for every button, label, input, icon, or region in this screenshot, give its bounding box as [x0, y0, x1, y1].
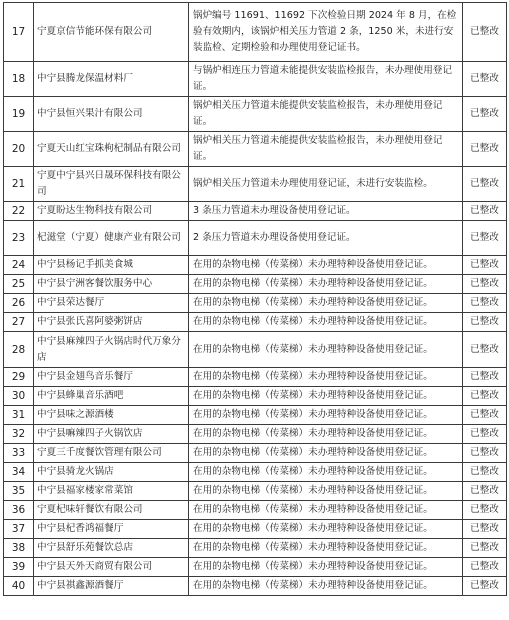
rectification-status: 已整改: [463, 482, 507, 501]
rectification-status: 已整改: [463, 520, 507, 539]
issue-description: 在用的杂物电梯（传菜梯）未办理特种设备使用登记证。: [189, 501, 463, 520]
company-name: 中宁县福家楼家常菜馆: [34, 482, 189, 501]
row-number: 38: [4, 539, 34, 558]
company-name: 中宁县味之源酒楼: [34, 406, 189, 425]
rectification-status: 已整改: [463, 132, 507, 167]
row-number: 22: [4, 202, 34, 221]
table-row: [4, 97, 507, 132]
table-row: [4, 202, 507, 221]
company-name: 中宁县舒乐苑餐饮总店: [34, 539, 189, 558]
row-number: 33: [4, 444, 34, 463]
issue-description: 锅炉相关压力管道未办理使用登记证，未进行安装监检。: [189, 167, 463, 202]
rectification-status: 已整改: [463, 501, 507, 520]
row-number: 28: [4, 332, 34, 368]
table-row: [4, 256, 507, 275]
issue-description: 在用的杂物电梯（传菜梯）未办理特种设备使用登记证。: [189, 444, 463, 463]
company-name: 宁夏中宁县兴日晟环保科技有限公司: [34, 167, 189, 202]
company-name: 中宁县宁洲客餐饮服务中心: [34, 275, 189, 294]
company-name: 宁夏京信节能环保有限公司: [34, 3, 189, 62]
row-number: 19: [4, 97, 34, 132]
table-row: [4, 539, 507, 558]
issue-description: 在用的杂物电梯（传菜梯）未办理特种设备使用登记证。: [189, 368, 463, 387]
company-name: 中宁县杨记手抓美食城: [34, 256, 189, 275]
issue-description: 锅炉相关压力管道未能提供安装监检报告，未办理使用登记证。: [189, 97, 463, 132]
rectification-status: 已整改: [463, 539, 507, 558]
row-number: 36: [4, 501, 34, 520]
rectification-status: 已整改: [463, 294, 507, 313]
rectification-status: 已整改: [463, 275, 507, 294]
table-row: [4, 332, 507, 368]
rectification-status: 已整改: [463, 463, 507, 482]
rectification-status: 已整改: [463, 368, 507, 387]
row-number: 23: [4, 221, 34, 256]
issue-description: 在用的杂物电梯（传菜梯）未办理特种设备使用登记证。: [189, 577, 463, 596]
company-name: 中宁县祺鑫源酒餐厅: [34, 577, 189, 596]
row-number: 25: [4, 275, 34, 294]
company-name: 宁夏盼达生物科技有限公司: [34, 202, 189, 221]
issue-description: 在用的杂物电梯（传菜梯）未办理特种设备使用登记证。: [189, 406, 463, 425]
rectification-status: 已整改: [463, 202, 507, 221]
issue-description: 2 条压力管道未办理设备使用登记证。: [189, 221, 463, 256]
table-row: [4, 313, 507, 332]
row-number: 37: [4, 520, 34, 539]
rectification-status: 已整改: [463, 256, 507, 275]
row-number: 34: [4, 463, 34, 482]
issue-description: 在用的杂物电梯（传菜梯）未办理特种设备使用登记证。: [189, 482, 463, 501]
table-row: [4, 463, 507, 482]
company-name: 中宁县腾龙保温材料厂: [34, 62, 189, 97]
row-number: 32: [4, 425, 34, 444]
issue-description: 在用的杂物电梯（传菜梯）未办理特种设备使用登记证。: [189, 539, 463, 558]
row-number: 18: [4, 62, 34, 97]
issue-description: 在用的杂物电梯（传菜梯）未办理特种设备使用登记证。: [189, 558, 463, 577]
row-number: 31: [4, 406, 34, 425]
company-name: 中宁县张氏喜阿婆粥饼店: [34, 313, 189, 332]
table-row: [4, 294, 507, 313]
row-number: 39: [4, 558, 34, 577]
row-number: 26: [4, 294, 34, 313]
row-number: 24: [4, 256, 34, 275]
table-row: [4, 132, 507, 167]
company-name: 中宁县杞香鸿福餐厅: [34, 520, 189, 539]
issue-description: 在用的杂物电梯（传菜梯）未办理特种设备使用登记证。: [189, 332, 463, 368]
issue-description: 锅炉相关压力管道未能提供安装监检报告，未办理使用登记证。: [189, 132, 463, 167]
rectification-status: 已整改: [463, 558, 507, 577]
table-row: [4, 167, 507, 202]
issue-description: 在用的杂物电梯（传菜梯）未办理特种设备使用登记证。: [189, 387, 463, 406]
table-row: [4, 221, 507, 256]
table-row: [4, 501, 507, 520]
issue-description: 锅炉编号 11691、11692 下次检验日期 2024 年 8 月，在检验有效期内，该锅炉相关压力管道 2 条，1250 米，未进行安装监检、定期检验和办理使用登记证书。: [189, 3, 463, 62]
issue-description: 在用的杂物电梯（传菜梯）未办理特种设备使用登记证。: [189, 275, 463, 294]
company-name: 中宁县金翅鸟音乐餐厅: [34, 368, 189, 387]
company-name: 中宁县天外天商贸有限公司: [34, 558, 189, 577]
company-name: 宁夏天山红宝珠枸杞制品有限公司: [34, 132, 189, 167]
row-number: 17: [4, 3, 34, 62]
company-name: 宁夏三千度餐饮管理有限公司: [34, 444, 189, 463]
rectification-status: 已整改: [463, 167, 507, 202]
company-name: 中宁县嘛辣四子火锅饮店: [34, 425, 189, 444]
rectification-table: [3, 2, 507, 596]
table-row: [4, 482, 507, 501]
table-row: [4, 444, 507, 463]
rectification-status: 已整改: [463, 577, 507, 596]
company-name: 中宁县骑龙火锅店: [34, 463, 189, 482]
rectification-status: 已整改: [463, 313, 507, 332]
company-name: 杞滋堂（宁夏）健康产业有限公司: [34, 221, 189, 256]
table-row: [4, 275, 507, 294]
issue-description: 在用的杂物电梯（传菜梯）未办理特种设备使用登记证。: [189, 256, 463, 275]
issue-description: 在用的杂物电梯（传菜梯）未办理特种设备使用登记证。: [189, 463, 463, 482]
rectification-status: 已整改: [463, 406, 507, 425]
table-row: [4, 425, 507, 444]
row-number: 35: [4, 482, 34, 501]
rectification-status: 已整改: [463, 387, 507, 406]
table-row: [4, 368, 507, 387]
company-name: 宁夏杞味轩餐饮有限公司: [34, 501, 189, 520]
table-row: [4, 558, 507, 577]
issue-description: 与锅炉相连压力管道未能提供安装监检报告，未办理使用登记证。: [189, 62, 463, 97]
row-number: 40: [4, 577, 34, 596]
rectification-status: 已整改: [463, 425, 507, 444]
issue-description: 3 条压力管道未办理设备使用登记证。: [189, 202, 463, 221]
issue-description: 在用的杂物电梯（传菜梯）未办理特种设备使用登记证。: [189, 313, 463, 332]
rectification-status: 已整改: [463, 62, 507, 97]
table-row: [4, 406, 507, 425]
table-row: [4, 3, 507, 62]
company-name: 中宁县蜂巢音乐酒吧: [34, 387, 189, 406]
issue-description: 在用的杂物电梯（传菜梯）未办理特种设备使用登记证。: [189, 425, 463, 444]
table-row: [4, 520, 507, 539]
rectification-status: 已整改: [463, 332, 507, 368]
rectification-status: 已整改: [463, 221, 507, 256]
row-number: 27: [4, 313, 34, 332]
company-name: 中宁县荣达餐厅: [34, 294, 189, 313]
table-row: [4, 577, 507, 596]
rectification-status: 已整改: [463, 97, 507, 132]
company-name: 中宁县恒兴果汁有限公司: [34, 97, 189, 132]
row-number: 21: [4, 167, 34, 202]
rectification-status: 已整改: [463, 3, 507, 62]
row-number: 29: [4, 368, 34, 387]
issue-description: 在用的杂物电梯（传菜梯）未办理特种设备使用登记证。: [189, 294, 463, 313]
company-name: 中宁县麻辣四子火锅店时代万象分店: [34, 332, 189, 368]
rectification-status: 已整改: [463, 444, 507, 463]
table-row: [4, 62, 507, 97]
issue-description: 在用的杂物电梯（传菜梯）未办理特种设备使用登记证。: [189, 520, 463, 539]
table-row: [4, 387, 507, 406]
table-body: [4, 3, 507, 596]
row-number: 20: [4, 132, 34, 167]
row-number: 30: [4, 387, 34, 406]
